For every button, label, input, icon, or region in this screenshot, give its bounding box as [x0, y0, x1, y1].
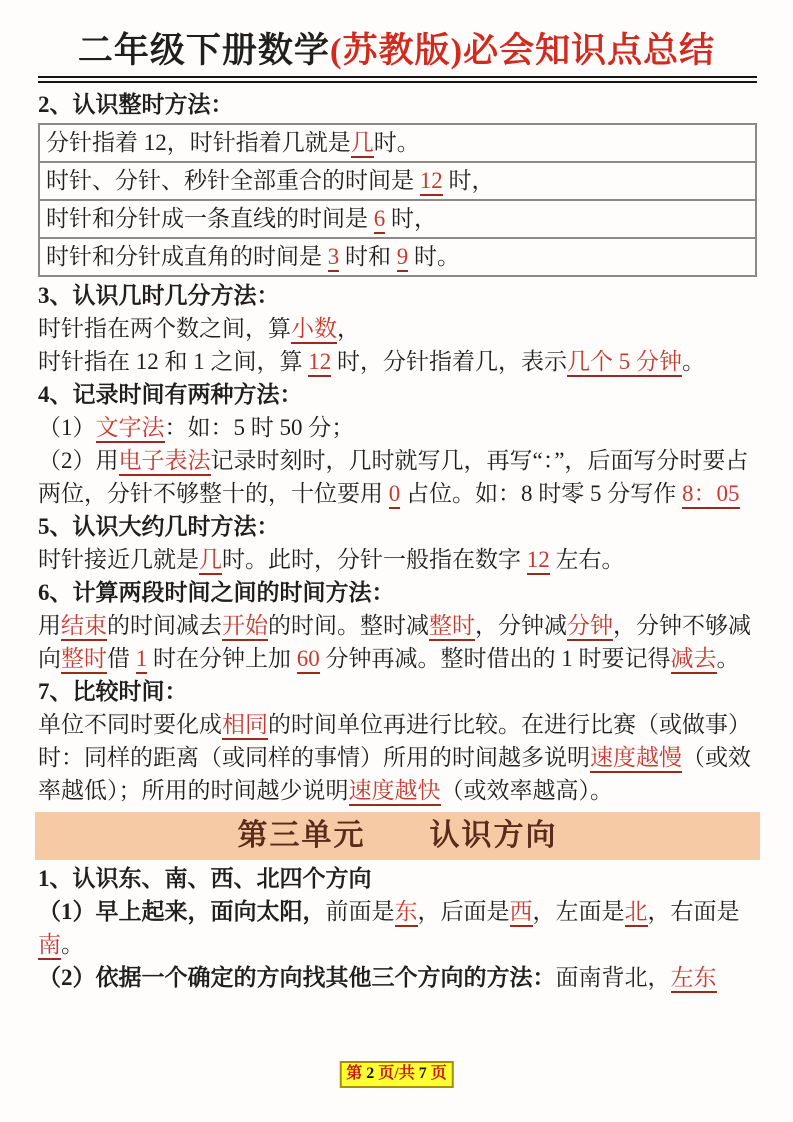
text-segment: 单位不同时要化成	[38, 711, 222, 737]
text-segment: 1、认识东、南、西、北四个方向	[38, 866, 372, 891]
paragraph	[38, 345, 757, 378]
highlight-text: 左东	[671, 965, 717, 993]
text-segment: 。	[716, 645, 740, 671]
text-segment: 3、认识几时几分方法：	[38, 282, 280, 308]
text-segment: 时针和分针成直角的时间是	[46, 243, 328, 269]
section-heading	[38, 675, 757, 708]
highlight-text: 分钟	[567, 613, 613, 641]
text-segment: 时，分针指着几，表示	[331, 348, 567, 374]
text-segment: 面南背北，	[555, 965, 671, 990]
section-heading	[38, 510, 757, 543]
text-segment: 二年级下册数学	[77, 31, 330, 70]
text-segment: 时针接近几就是	[38, 546, 199, 572]
text-segment: 7	[418, 1065, 427, 1082]
highlight-text: 北	[625, 899, 648, 927]
text-segment: 时和	[339, 243, 397, 269]
table-row	[39, 200, 756, 238]
highlight-text: 几	[199, 547, 222, 575]
highlight-text: 几	[351, 130, 374, 158]
highlight-text: 小数	[291, 316, 337, 344]
highlight-text: 几个 5 分钟	[567, 349, 682, 377]
table-cell	[39, 162, 756, 200]
text-segment: 的时间单位再进行比较。在进行比赛（或做事）时：同样的距离（或同样的事情）所用的时间越多说明	[38, 711, 751, 770]
text-segment: 时。	[408, 243, 460, 269]
text-segment: （1）	[38, 414, 96, 440]
text-segment: 占位。如：8 时零 5 分写作	[400, 480, 682, 506]
page-number-badge	[339, 1061, 453, 1088]
section-heading	[38, 862, 757, 895]
doc-title	[0, 0, 793, 74]
text-segment: 7、比较时间：	[38, 678, 188, 704]
text-segment: ，	[337, 315, 360, 341]
highlight-text: 电子表法	[119, 448, 211, 476]
text-segment: ，后面是	[417, 899, 510, 924]
text-segment: ，左面是	[532, 899, 625, 924]
title-divider	[38, 76, 757, 83]
highlight-text: 6	[374, 206, 386, 234]
rules-table	[38, 123, 757, 277]
table-cell	[39, 124, 756, 162]
highlight-text: 速度越慢	[590, 745, 682, 773]
highlight-text: 文字法	[96, 415, 165, 443]
text-segment: 前面是	[325, 899, 395, 924]
highlight-text: 12	[527, 547, 550, 575]
text-segment: 6、计算两段时间之间的时间方法：	[38, 579, 395, 605]
highlight-text: 西	[510, 899, 533, 927]
highlight-text: 3	[328, 244, 340, 272]
paragraph	[38, 444, 757, 510]
text-segment: （或效率越低）；所用的时间越少说明	[38, 744, 751, 803]
highlight-text: 8：05	[682, 481, 740, 509]
text-segment: 时针指在两个数之间，算	[38, 315, 291, 341]
text-segment: （2）用	[38, 447, 119, 473]
highlight-text: 9	[397, 244, 409, 272]
text-segment: 借	[107, 645, 136, 671]
text-segment: 第三单元 认识方向	[237, 818, 558, 852]
highlight-text: 开始	[222, 613, 268, 641]
table-cell	[39, 200, 756, 238]
text-segment: 时，	[442, 167, 495, 193]
table-row	[39, 162, 756, 200]
text-segment: （或效率越高）。	[440, 777, 613, 803]
doc-body	[38, 88, 757, 995]
text-segment: ，右面是	[647, 899, 740, 924]
table-row	[39, 124, 756, 162]
table-cell	[39, 238, 756, 276]
text-segment: 5、认识大约几时方法：	[38, 513, 280, 539]
text-segment: ：如：5 时 50 分；	[164, 414, 355, 440]
paragraph	[38, 708, 757, 807]
text-segment: ，分钟不够减向	[38, 612, 751, 671]
paragraph	[38, 961, 757, 994]
paragraph	[38, 411, 757, 444]
text-segment: 时在分钟上加	[147, 645, 297, 671]
text-segment: 。	[61, 932, 84, 957]
highlight-text: 整时	[429, 613, 475, 641]
highlight-text: (苏教版)必会知识点总结	[329, 31, 716, 70]
text-segment: （2）依据一个确定的方向找其他三个方向的方法：	[38, 965, 556, 990]
text-segment: 的时间。整时减	[268, 612, 429, 638]
text-segment: 记录时刻时，几时就写几，再写“：”，后面写分时要占两位，分针不够整十的，十位要用	[38, 447, 749, 506]
text-segment: 分钟再减。整时借出的 1 时要记得	[319, 645, 671, 671]
highlight-text: 整时	[61, 646, 107, 674]
text-segment: 时。此时，分针一般指在数字	[222, 546, 527, 572]
highlight-text: 1	[136, 646, 148, 674]
text-segment: 时针指在 12 和 1 之间，算	[38, 348, 309, 374]
paragraph	[38, 543, 757, 576]
text-segment: 时针、分针、秒针全部重合的时间是	[46, 167, 420, 193]
text-segment: 2	[366, 1065, 375, 1082]
highlight-text: 减去	[671, 646, 717, 674]
paragraph	[38, 609, 757, 675]
text-segment: 。	[682, 348, 705, 374]
highlight-text: 12	[420, 168, 443, 196]
text-segment: 左右。	[549, 546, 625, 572]
text-segment: 2、认识整时方法：	[38, 91, 234, 117]
highlight-text: 页	[426, 1065, 447, 1082]
text-segment: 用	[38, 612, 61, 638]
section-heading	[38, 88, 757, 121]
highlight-text: 页/共	[374, 1065, 419, 1082]
text-segment: 分针指着 12，时针指着几就是	[46, 129, 351, 155]
text-segment: 时。	[373, 129, 420, 155]
text-segment: 时，	[385, 205, 437, 231]
section-heading	[38, 279, 757, 312]
highlight-text: 结束	[61, 613, 107, 641]
text-segment: 的时间减去	[107, 612, 222, 638]
highlight-text: 东	[395, 899, 418, 927]
table-row	[39, 238, 756, 276]
paragraph	[38, 312, 757, 345]
unit-banner	[35, 812, 760, 861]
highlight-text: 12	[308, 349, 331, 377]
highlight-text: 第	[346, 1065, 367, 1082]
text-segment: ，分钟减	[475, 612, 567, 638]
highlight-text: 南	[38, 932, 61, 960]
highlight-text: 60	[297, 646, 320, 674]
text-segment: 4、记录时间有两种方法：	[38, 381, 303, 407]
text-segment: 时针和分针成一条直线的时间是	[46, 205, 374, 231]
section-heading	[38, 576, 757, 609]
highlight-text: 相同	[222, 712, 268, 740]
highlight-text: 速度越快	[349, 778, 441, 806]
section-heading	[38, 378, 757, 411]
highlight-text: 0	[389, 481, 401, 509]
text-segment: （1）早上起来，面向太阳，	[38, 899, 326, 924]
paragraph	[38, 895, 757, 961]
